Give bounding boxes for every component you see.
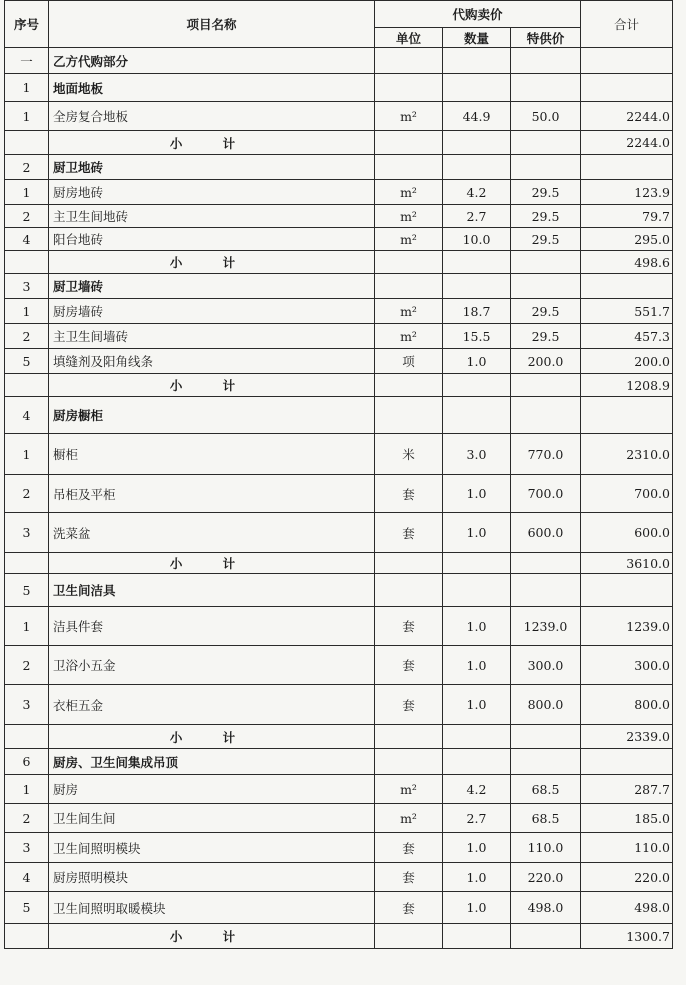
cell-qty (443, 155, 511, 180)
cell-name: 主卫生间墙砖 (49, 324, 375, 349)
cell-seq: 6 (5, 749, 49, 775)
cell-name: 小 计 (49, 374, 375, 397)
table-row (5, 607, 673, 646)
cell-qty (443, 374, 511, 397)
cell-qty: 1.0 (443, 607, 511, 646)
cell-name: 小 计 (49, 553, 375, 574)
cell-seq: 5 (5, 349, 49, 374)
header-name: 项目名称 (49, 1, 375, 48)
category-row (5, 155, 673, 180)
category-row (5, 574, 673, 607)
cell-price: 68.5 (511, 775, 581, 804)
cell-seq (5, 924, 49, 949)
cell-qty: 44.9 (443, 102, 511, 131)
cell-total (581, 48, 673, 74)
subtotal-row (5, 131, 673, 155)
cell-seq: 2 (5, 205, 49, 228)
subtotal-row (5, 924, 673, 949)
cell-unit: m² (375, 299, 443, 324)
cell-seq: 2 (5, 804, 49, 833)
cell-name: 厨房橱柜 (49, 397, 375, 434)
cell-price (511, 553, 581, 574)
cell-qty: 3.0 (443, 434, 511, 475)
cell-unit (375, 48, 443, 74)
cell-unit (375, 251, 443, 274)
cell-seq: 1 (5, 434, 49, 475)
cell-price (511, 725, 581, 749)
cell-total: 185.0 (581, 804, 673, 833)
cell-price (511, 749, 581, 775)
cell-unit: 套 (375, 833, 443, 863)
cell-unit: 套 (375, 892, 443, 924)
cell-price (511, 374, 581, 397)
subtotal-row (5, 374, 673, 397)
cell-unit: 米 (375, 434, 443, 475)
cell-name: 小 计 (49, 131, 375, 155)
table-row (5, 475, 673, 513)
subtotal-row (5, 553, 673, 574)
table-row (5, 833, 673, 863)
cell-unit (375, 553, 443, 574)
cell-total (581, 155, 673, 180)
cell-total (581, 749, 673, 775)
cell-seq: 1 (5, 299, 49, 324)
cell-qty: 15.5 (443, 324, 511, 349)
cell-price: 50.0 (511, 102, 581, 131)
cell-name: 阳台地砖 (49, 228, 375, 251)
cell-seq (5, 131, 49, 155)
cell-unit (375, 131, 443, 155)
cell-total: 1300.7 (581, 924, 673, 949)
table-row (5, 513, 673, 553)
cell-unit (375, 274, 443, 299)
header-seq: 序号 (5, 1, 49, 48)
cell-price: 29.5 (511, 228, 581, 251)
cell-price: 29.5 (511, 299, 581, 324)
cell-price: 1239.0 (511, 607, 581, 646)
cell-price (511, 48, 581, 74)
cell-seq (5, 725, 49, 749)
cell-total: 300.0 (581, 646, 673, 685)
cell-seq (5, 374, 49, 397)
cell-seq: 3 (5, 833, 49, 863)
cell-unit (375, 725, 443, 749)
cell-price (511, 924, 581, 949)
cell-price: 220.0 (511, 863, 581, 892)
cell-seq: 2 (5, 646, 49, 685)
header-unit: 单位 (375, 28, 443, 48)
cell-price (511, 131, 581, 155)
cell-price: 200.0 (511, 349, 581, 374)
cell-unit: 项 (375, 349, 443, 374)
cell-total: 123.9 (581, 180, 673, 205)
table-row (5, 228, 673, 251)
cell-unit: m² (375, 804, 443, 833)
quote-table (4, 0, 673, 949)
table-body (5, 48, 673, 949)
table-row (5, 299, 673, 324)
cell-unit: 套 (375, 607, 443, 646)
cell-name: 卫生间照明取暖模块 (49, 892, 375, 924)
category-row (5, 274, 673, 299)
cell-name: 小 计 (49, 725, 375, 749)
cell-total: 287.7 (581, 775, 673, 804)
table-row (5, 685, 673, 725)
cell-price: 110.0 (511, 833, 581, 863)
cell-price (511, 397, 581, 434)
cell-seq: 3 (5, 274, 49, 299)
cell-name: 厨房、卫生间集成吊顶 (49, 749, 375, 775)
cell-total: 457.3 (581, 324, 673, 349)
cell-total: 800.0 (581, 685, 673, 725)
cell-name: 衣柜五金 (49, 685, 375, 725)
cell-name: 厨房地砖 (49, 180, 375, 205)
cell-qty: 1.0 (443, 833, 511, 863)
cell-total (581, 74, 673, 102)
cell-qty: 1.0 (443, 892, 511, 924)
table-row (5, 804, 673, 833)
cell-seq: 3 (5, 685, 49, 725)
cell-price: 29.5 (511, 205, 581, 228)
cell-unit: m² (375, 775, 443, 804)
cell-qty (443, 924, 511, 949)
table-row (5, 205, 673, 228)
cell-price: 68.5 (511, 804, 581, 833)
cell-seq: 2 (5, 155, 49, 180)
table-row (5, 180, 673, 205)
cell-unit: 套 (375, 513, 443, 553)
cell-price: 300.0 (511, 646, 581, 685)
table-row (5, 646, 673, 685)
cell-name: 厨房照明模块 (49, 863, 375, 892)
cell-seq (5, 553, 49, 574)
cell-unit (375, 397, 443, 434)
cell-name: 全房复合地板 (49, 102, 375, 131)
cell-qty (443, 749, 511, 775)
cell-qty: 1.0 (443, 475, 511, 513)
cell-price (511, 274, 581, 299)
cell-seq: 一 (5, 48, 49, 74)
cell-price (511, 74, 581, 102)
cell-price: 600.0 (511, 513, 581, 553)
cell-name: 小 计 (49, 924, 375, 949)
cell-total: 200.0 (581, 349, 673, 374)
table-row (5, 349, 673, 374)
cell-qty (443, 725, 511, 749)
cell-name: 厨卫墙砖 (49, 274, 375, 299)
cell-name: 洗菜盆 (49, 513, 375, 553)
cell-qty (443, 274, 511, 299)
cell-seq: 2 (5, 475, 49, 513)
cell-qty (443, 74, 511, 102)
cell-name: 洁具件套 (49, 607, 375, 646)
cell-qty (443, 397, 511, 434)
category-row (5, 749, 673, 775)
cell-unit (375, 155, 443, 180)
cell-total (581, 274, 673, 299)
cell-seq: 5 (5, 892, 49, 924)
cell-qty: 4.2 (443, 775, 511, 804)
cell-qty: 2.7 (443, 804, 511, 833)
cell-unit: 套 (375, 863, 443, 892)
cell-name: 乙方代购部分 (49, 48, 375, 74)
cell-qty: 1.0 (443, 646, 511, 685)
cell-price: 800.0 (511, 685, 581, 725)
cell-total: 1208.9 (581, 374, 673, 397)
cell-qty (443, 131, 511, 155)
cell-seq: 3 (5, 513, 49, 553)
subtotal-row (5, 725, 673, 749)
cell-total: 498.0 (581, 892, 673, 924)
cell-qty: 18.7 (443, 299, 511, 324)
header-total: 合计 (581, 1, 673, 48)
cell-seq: 2 (5, 324, 49, 349)
cell-seq: 4 (5, 397, 49, 434)
cell-total (581, 397, 673, 434)
cell-total: 551.7 (581, 299, 673, 324)
cell-unit: 套 (375, 685, 443, 725)
cell-seq: 1 (5, 607, 49, 646)
cell-seq: 5 (5, 574, 49, 607)
cell-seq: 1 (5, 102, 49, 131)
cell-qty (443, 553, 511, 574)
cell-name: 橱柜 (49, 434, 375, 475)
cell-unit: 套 (375, 475, 443, 513)
cell-qty (443, 48, 511, 74)
category-row (5, 397, 673, 434)
cell-name: 吊柜及平柜 (49, 475, 375, 513)
category-row (5, 48, 673, 74)
subtotal-row (5, 251, 673, 274)
table-row (5, 863, 673, 892)
cell-price: 29.5 (511, 324, 581, 349)
header-qty: 数量 (443, 28, 511, 48)
cell-total: 3610.0 (581, 553, 673, 574)
cell-unit (375, 574, 443, 607)
cell-name: 厨房 (49, 775, 375, 804)
cell-name: 主卫生间地砖 (49, 205, 375, 228)
table-row (5, 434, 673, 475)
cell-unit (375, 924, 443, 949)
cell-price (511, 155, 581, 180)
cell-name: 卫生间洁具 (49, 574, 375, 607)
cell-unit (375, 74, 443, 102)
cell-qty: 4.2 (443, 180, 511, 205)
cell-seq: 1 (5, 180, 49, 205)
cell-total: 2339.0 (581, 725, 673, 749)
cell-total: 2244.0 (581, 102, 673, 131)
cell-unit: m² (375, 205, 443, 228)
cell-qty (443, 251, 511, 274)
cell-qty: 1.0 (443, 685, 511, 725)
cell-price (511, 251, 581, 274)
cell-unit: m² (375, 180, 443, 205)
cell-unit: 套 (375, 646, 443, 685)
cell-qty: 1.0 (443, 863, 511, 892)
cell-unit (375, 749, 443, 775)
cell-qty: 10.0 (443, 228, 511, 251)
cell-qty: 1.0 (443, 349, 511, 374)
cell-total: 2310.0 (581, 434, 673, 475)
cell-total: 220.0 (581, 863, 673, 892)
cell-seq (5, 251, 49, 274)
cell-name: 卫生间照明模块 (49, 833, 375, 863)
cell-total: 295.0 (581, 228, 673, 251)
cell-total: 2244.0 (581, 131, 673, 155)
cell-total: 700.0 (581, 475, 673, 513)
category-row (5, 74, 673, 102)
table-row (5, 892, 673, 924)
cell-seq: 1 (5, 775, 49, 804)
cell-total: 110.0 (581, 833, 673, 863)
cell-total: 498.6 (581, 251, 673, 274)
cell-unit: m² (375, 324, 443, 349)
header-price: 特供价 (511, 28, 581, 48)
cell-name: 卫生间生间 (49, 804, 375, 833)
cell-total (581, 574, 673, 607)
table-row (5, 324, 673, 349)
cell-price: 770.0 (511, 434, 581, 475)
cell-unit (375, 374, 443, 397)
cell-price: 498.0 (511, 892, 581, 924)
cell-name: 厨房墙砖 (49, 299, 375, 324)
cell-name: 填缝剂及阳角线条 (49, 349, 375, 374)
cell-unit: m² (375, 228, 443, 251)
cell-name: 地面地板 (49, 74, 375, 102)
cell-total: 1239.0 (581, 607, 673, 646)
cell-name: 卫浴小五金 (49, 646, 375, 685)
cell-total: 79.7 (581, 205, 673, 228)
cell-price: 29.5 (511, 180, 581, 205)
table-row (5, 775, 673, 804)
cell-unit: m² (375, 102, 443, 131)
cell-name: 厨卫地砖 (49, 155, 375, 180)
cell-seq: 4 (5, 228, 49, 251)
cell-seq: 1 (5, 74, 49, 102)
header-group: 代购卖价 (375, 1, 581, 28)
cell-total: 600.0 (581, 513, 673, 553)
cell-name: 小 计 (49, 251, 375, 274)
cell-price: 700.0 (511, 475, 581, 513)
cell-seq: 4 (5, 863, 49, 892)
cell-qty: 1.0 (443, 513, 511, 553)
cell-qty: 2.7 (443, 205, 511, 228)
cell-qty (443, 574, 511, 607)
cell-price (511, 574, 581, 607)
table-row (5, 102, 673, 131)
